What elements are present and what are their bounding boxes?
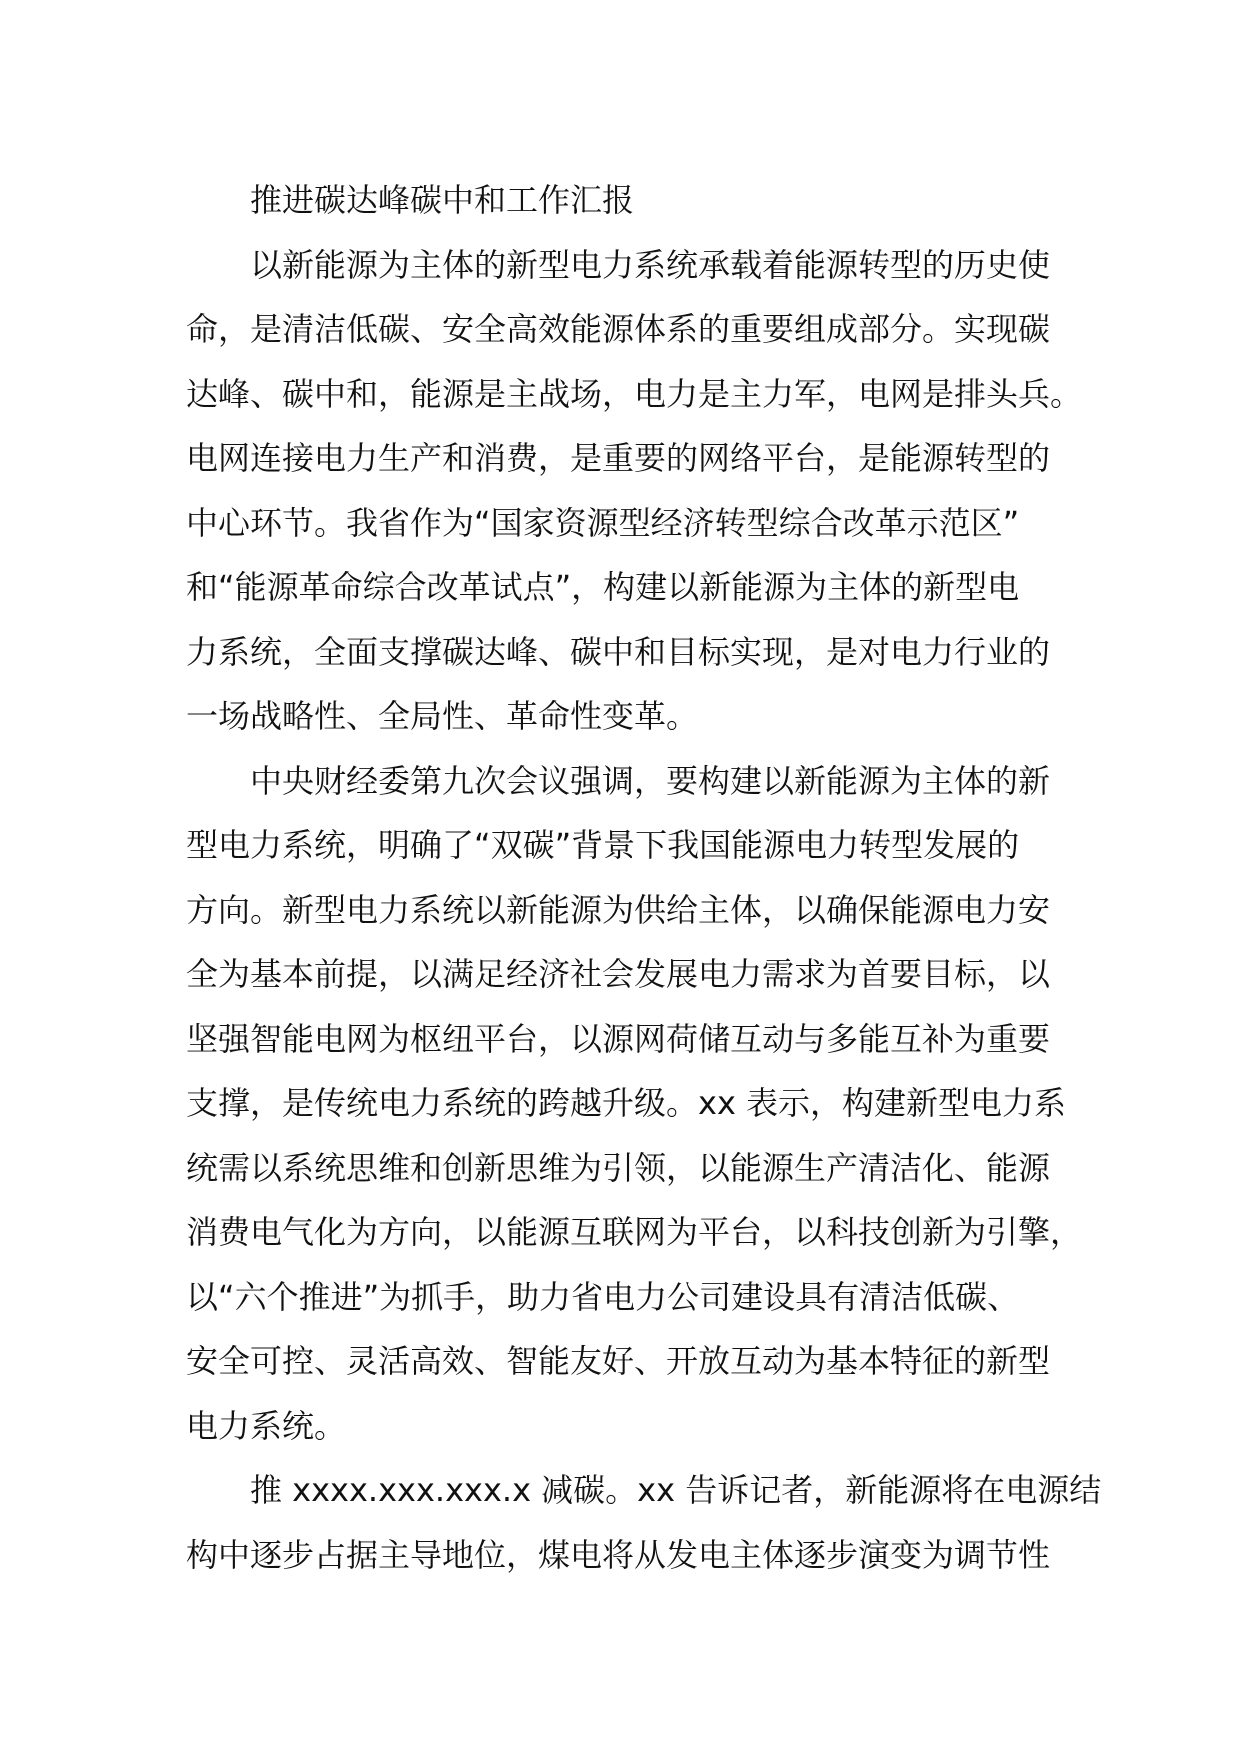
paragraph-3 — [186, 1458, 1102, 1587]
paragraph-line: 达峰、碳中和，能源是主战场，电力是主力军，电网是排头兵。 — [186, 374, 1083, 413]
paragraph-line: 消费电气化为方向，以能源互联网为平台，以科技创新为引擎， — [186, 1213, 1083, 1251]
paragraph-line: 中心环节。我省作为“国家资源型经济转型综合改革示范区” — [186, 503, 1020, 542]
paragraph-line: 电力系统。 — [186, 1406, 347, 1445]
paragraph-line: 安全可控、灵活高效、智能友好、开放互动为基本特征的新型 — [186, 1342, 1051, 1380]
paragraph-line: 电网连接电力生产和消费，是重要的网络平台，是能源转型的 — [186, 439, 1051, 477]
paragraph-line: 命，是清洁低碳、安全高效能源体系的重要组成部分。实现碳 — [186, 310, 1051, 348]
paragraph-line: 力系统，全面支撑碳达峰、碳中和目标实现，是对电力行业的 — [186, 632, 1051, 671]
paragraph-line: 全为基本前提，以满足经济社会发展电力需求为首要目标，以 — [186, 955, 1051, 993]
paragraph-line: 推 xxxx.xxx.xxx.x 减碳。xx 告诉记者，新能源将在电源结 — [250, 1471, 1102, 1509]
paragraph-line: 方向。新型电力系统以新能源为供给主体，以确保能源电力安 — [186, 890, 1051, 929]
paragraph-line: 型电力系统，明确了“双碳”背景下我国能源电力转型发展的 — [186, 826, 1020, 864]
paragraph-line: 以“六个推进”为抓手，助力省电力公司建设具有清洁低碳、 — [186, 1277, 1020, 1316]
paragraph-line: 中央财经委第九次会议强调，要构建以新能源为主体的新 — [250, 761, 1051, 800]
paragraph-line: 统需以系统思维和创新思维为引领，以能源生产清洁化、能源 — [186, 1148, 1051, 1187]
paragraph-line: 以新能源为主体的新型电力系统承载着能源转型的历史使 — [250, 245, 1051, 284]
paragraph-line: 支撑，是传统电力系统的跨越升级。xx 表示，构建新型电力系 — [186, 1084, 1067, 1122]
paragraph-2 — [186, 749, 1083, 1459]
paragraph-line: 和“能源革命综合改革试点”，构建以新能源为主体的新型电 — [186, 568, 1020, 606]
paragraph-1 — [186, 233, 1083, 749]
paragraph-line: 构中逐步占据主导地位，煤电将从发电主体逐步演变为调节性 — [186, 1535, 1051, 1574]
document-body — [186, 168, 1102, 1587]
document-title: 推进碳达峰碳中和工作汇报 — [250, 181, 635, 219]
paragraph-line: 坚强智能电网为枢纽平台，以源网荷储互动与多能互补为重要 — [186, 1019, 1051, 1058]
paragraph-line: 一场战略性、全局性、革命性变革。 — [186, 697, 699, 735]
